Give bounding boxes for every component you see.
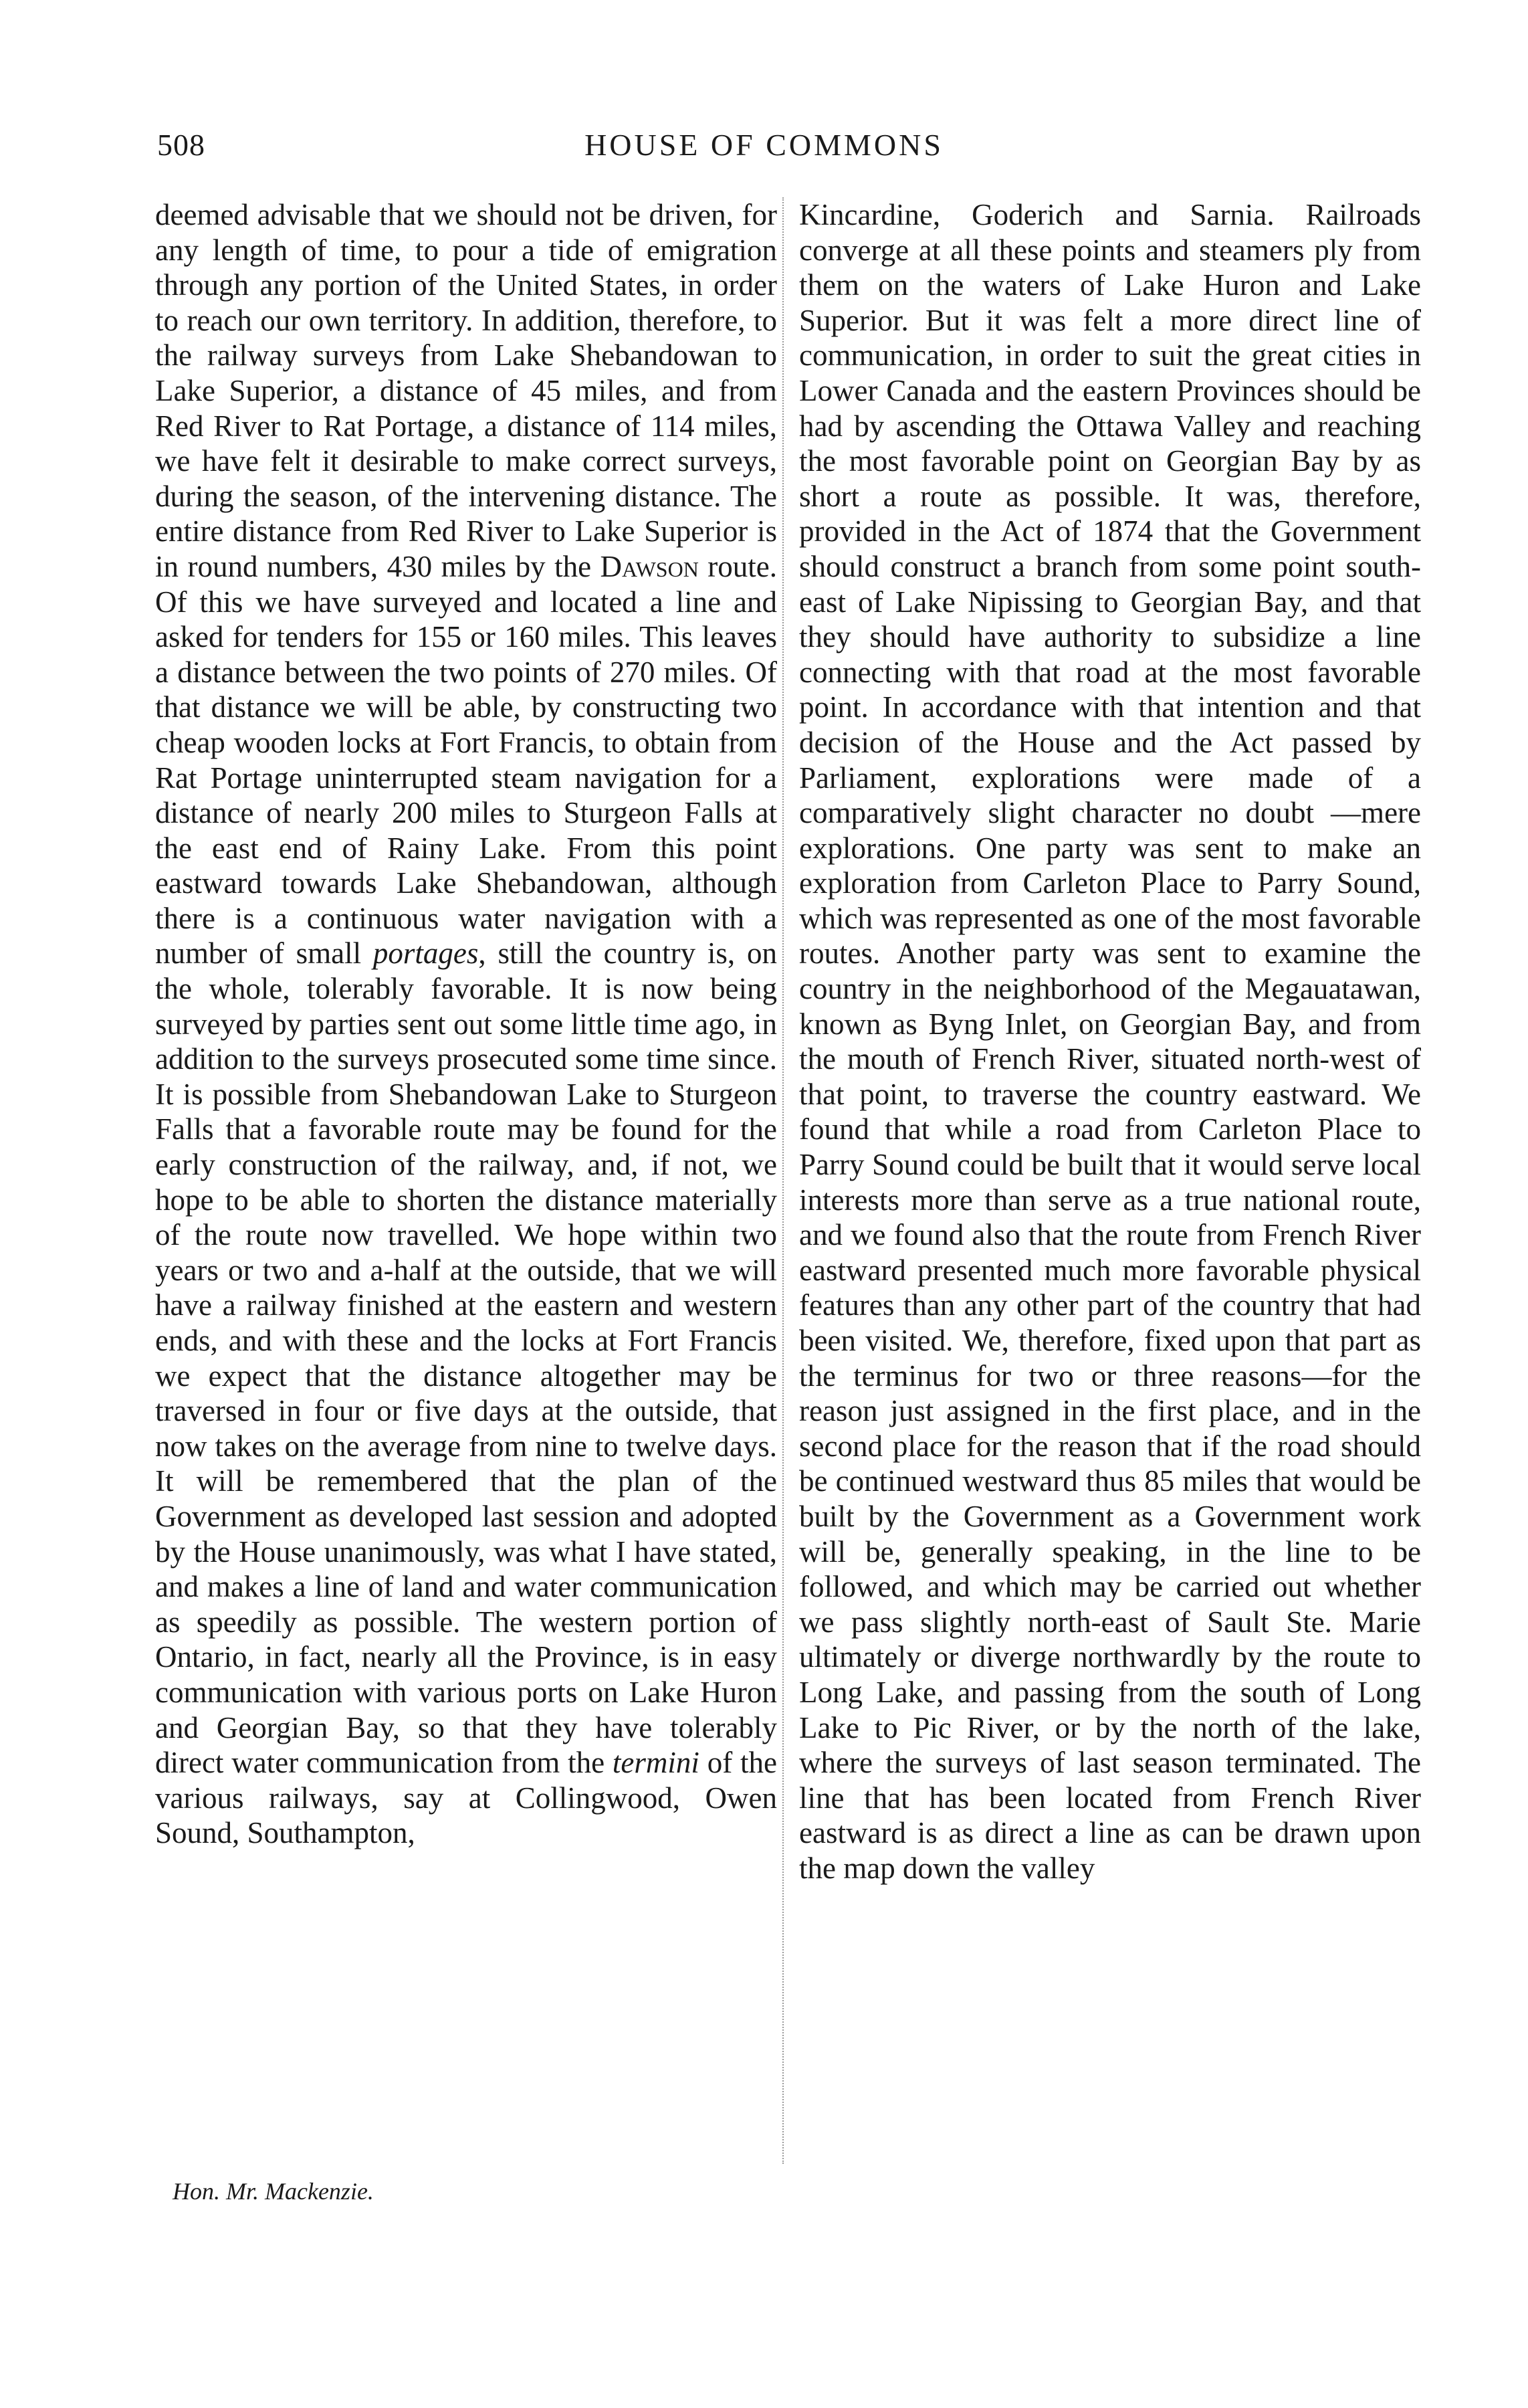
left-column-paragraph: [155, 197, 777, 1851]
left-column: [155, 197, 777, 1851]
page-number: 508: [157, 128, 205, 162]
speaker-footer: Hon. Mr. Mackenzie.: [173, 2178, 374, 2205]
right-column: [799, 197, 1421, 1886]
column-divider: [782, 197, 784, 2164]
text-run: , still the country is, on the whole, tolerably favorable. It is now being surveyed by parties sent out some little time ago, in addition to the surveys prosecuted some time since. It is possible from Shebandowan Lake to Sturgeon Falls that a favorable route may be found for the early construction of the railway, and, if not, we hope to be able to shorten the distance materially of the route now travelled. We hope within two years or two and a-half at the outside, that we will have a railway finished at the eastern and western ends, and with these and the locks at Fort Francis we expect that the distance altogether may be traversed in four or five days at the outside, that now takes on the average from nine to twelve days. It will be remembered that the plan of the Government as developed last session and adopted by the House unanimously, was what I have stated, and makes a line of land and water communication as speedily as possible. The western portion of Ontario, in fact, nearly all the Province, is in easy communication with various ports on Lake Huron and Georgian Bay, so that they have tolerably direct water communication from the: [155, 936, 777, 1780]
running-title: HOUSE OF COMMONS: [584, 128, 944, 162]
text-run: deemed advisable that we should not be driven, for any length of time, to pour a tide of emigration through any portion of the United States, in order to reach our own territory. In addition, therefore, to the railway surveys from Lake Shebandowan to Lake Superior, a distance of 45 miles, and from Red River to Rat Portage, a distance of 114 miles, we have felt it desirable to make correct surveys, during the season, of the intervening distance. The entire distance from Red River to Lake Superior is in round numbers, 430 miles by the: [155, 198, 777, 583]
right-column-paragraph: Kincardine, Goderich and Sarnia. Railroads converge at all these points and steamers ply from them on the waters of Lake Huron and Lake Superior. But it was felt a more direct line of communication, in order to suit the great cities in Lower Canada and the eastern Provinces should be had by ascending the Ottawa Valley and reaching the most favorable point on Georgian Bay by as short a route as possible. It was, therefore, provided in the Act of 1874 that the Government should construct a branch from some point south-east of Lake Nipissing to Georgian Bay, and that they should have authority to subsidize a line connecting with that road at the most favorable point. In accordance with that intention and that decision of the House and the Act passed by Parliament, explorations were made of a comparatively slight character no doubt —mere explorations. One party was sent to make an exploration from Carleton Place to Parry Sound, which was represented as one of the most favorable routes. Another party was sent to examine the country in the neighborhood of the Megauatawan, known as Byng Inlet, on Georgian Bay, and from the mouth of French River, situated north-west of that point, to traverse the country eastward. We found that while a road from Carleton Place to Parry Sound could be built that it would serve local interests more than serve as a true national route, and we found also that the route from French River eastward presented much more favorable physical features than any other part of the country that had been visited. We, therefore, fixed upon that part as the terminus for two or three reasons—for the reason just assigned in the first place, and in the second place for the reason that if the road should be continued westward thus 85 miles that would be built by the Government as a Government work will be, generally speaking, in the line to be followed, and which may be carried out whether we pass slightly north-east of Sault Ste. Marie ultimately or diverge northwardly by the route to Long Lake, and passing from the south of Long Lake to Pic River, or by the north of the lake, where the surveys of last season terminated. The line that has been located from French River eastward is as direct a line as can be drawn upon the map down the valley: [799, 198, 1421, 1885]
text-run: of the various railways, say at Collingwood, Owen Sound, Southampton,: [155, 1746, 778, 1850]
italic-run: portages: [372, 936, 479, 971]
text-run: route. Of this we have surveyed and located a line and asked for tenders for 155 or 160 miles. This leaves a distance between the two points of 270 miles. Of that distance we will be able, by constructing two cheap wooden locks at Fort Francis, to obtain from Rat Portage uninterrupted steam navigation for a distance of nearly 200 miles to Sturgeon Falls at the east end of Rainy Lake. From this point eastward towards Lake Shebandowan, although there is a continuous water navigation with a number of small: [155, 549, 778, 971]
italic-run: termini: [612, 1746, 699, 1780]
smallcaps-run: Dawson: [600, 549, 699, 583]
